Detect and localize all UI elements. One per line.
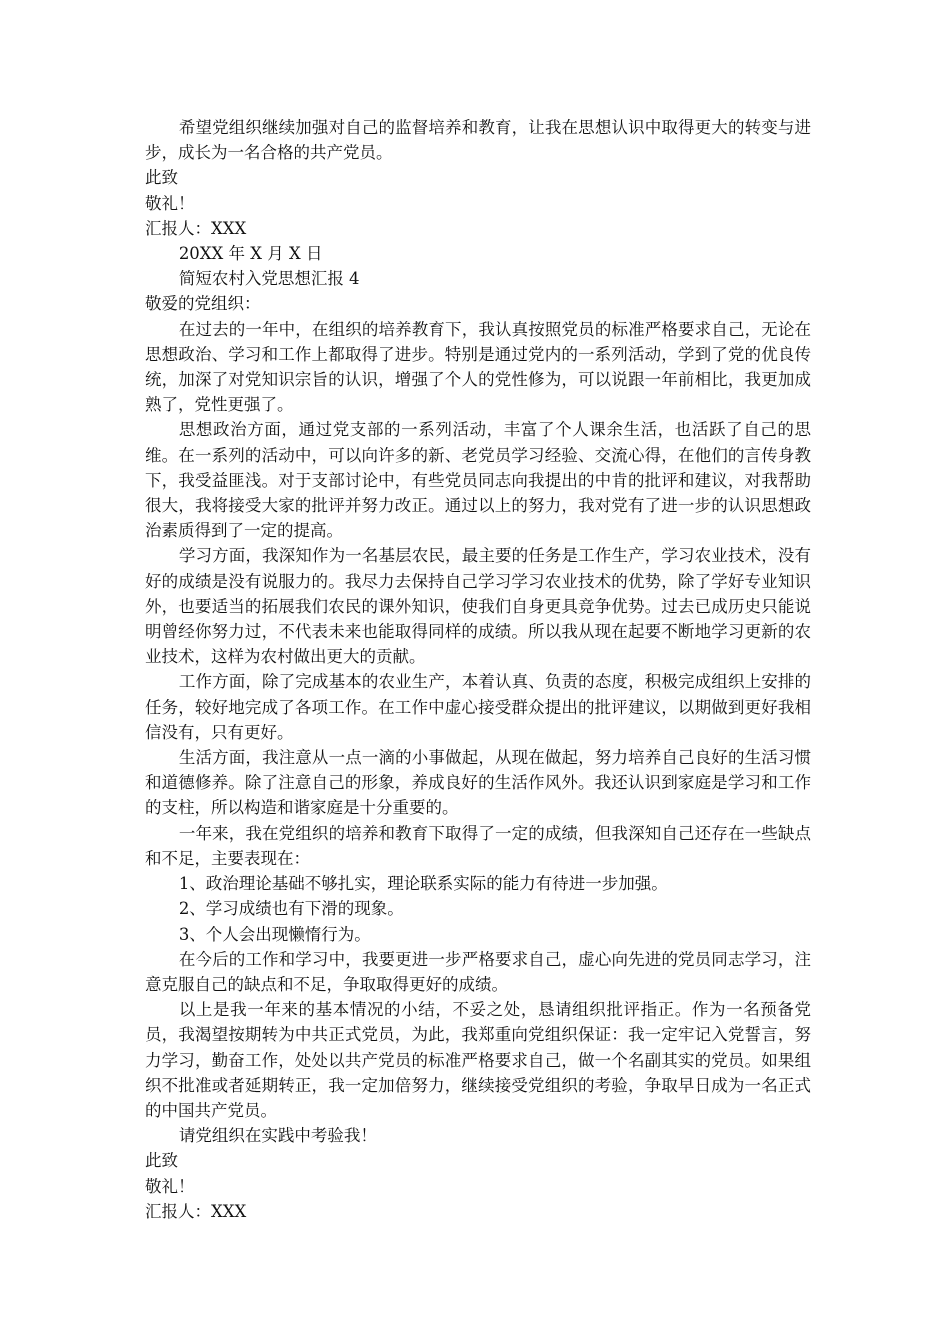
- salutation-2: 此致: [145, 1151, 178, 1171]
- reporter-2: 汇报人：XXX: [145, 1201, 247, 1221]
- paragraph: 在今后的工作和学习中，我要更进一步严格要求自己，虚心向先进的党员同志学习，注意克服自己的缺点和不足，争取取得更好的成绩。: [145, 949, 811, 994]
- paragraph-closing-hope: 希望党组织继续加强对自己的监督培养和教育，让我在思想认识中取得更大的转变与进步，成长为一名合格的共产党员。: [145, 118, 811, 163]
- greeting: 敬爱的党组织：: [145, 294, 261, 314]
- regards-1: 敬礼！: [145, 193, 195, 213]
- document-page: [145, 115, 811, 1224]
- paragraph: 思想政治方面，通过党支部的一系列活动，丰富了个人课余生活，也活跃了自己的思维。在一系列的活动中，可以向许多的新、老党员学习经验、交流心得，在他们的言传身教下，我受益匪浅。对于支部讨论中，有些党员同志向我提出的中肯的批评和建议，对我帮助很大，我将接受大家的批评并努力改正。通过以上的努力，我对党有了进一步的认识思想政治素质得到了一定的提高。: [145, 420, 811, 541]
- paragraph: 一年来，我在党组织的培养和教育下取得了一定的成绩，但我深知自己还存在一些缺点和不足，主要表现在：: [145, 823, 811, 868]
- paragraph: 以上是我一年来的基本情况的小结，不妥之处，恳请组织批评指正。作为一名预备党员，我渴望按期转为中共正式党员，为此，我郑重向党组织保证：我一定牢记入党誓言，努力学习，勤奋工作，处处以共产党员的标准严格要求自己，做一个名副其实的党员。如果组织不批准或者延期转正，我一定加倍努力，继续接受党组织的考验，争取早日成为一名正式的中国共产党员。: [145, 1000, 811, 1120]
- list-item: 2、学习成绩也有下滑的现象。: [178, 899, 404, 919]
- salutation-1: 此致: [145, 168, 178, 188]
- paragraph: 学习方面，我深知作为一名基层农民，最主要的任务是工作生产，学习农业技术，没有好的成绩是没有说服力的。我尽力去保持自己学习学习农业技术的优势，除了学好专业知识外，也要适当的拓展我们农民的课外知识，使我们自身更具竞争优势。过去已成历史只能说明曾经你努力过，不代表未来也能取得同样的成绩。所以我从现在起要不断地学习更新的农业技术，这样为农村做出更大的贡献。: [145, 546, 811, 667]
- paragraph: 工作方面，除了完成基本的农业生产，本着认真、负责的态度，积极完成组织上安排的任务，较好地完成了各项工作。在工作中虚心接受群众提出的批评建议，以期做到更好我相信没有，只有更好。: [145, 672, 811, 742]
- paragraph: 请党组织在实践中考验我！: [178, 1126, 377, 1146]
- paragraph: 生活方面，我注意从一点一滴的小事做起，从现在做起，努力培养自己良好的生活习惯和道德修养。除了注意自己的形象，养成良好的生活作风外。我还认识到家庭是学习和工作的支柱，所以构造和谐家庭是十分重要的。: [145, 748, 811, 818]
- list-item: 1、政治理论基础不够扎实，理论联系实际的能力有待进一步加强。: [178, 874, 668, 894]
- report-title: 简短农村入党思想汇报 4: [178, 269, 360, 289]
- regards-2: 敬礼！: [145, 1176, 195, 1196]
- paragraph: 在过去的一年中，在组织的培养教育下，我认真按照党员的标准严格要求自己，无论在思想政治、学习和工作上都取得了进步。特别是通过党内的一系列活动，学到了党的优良传统，加深了对党知识宗旨的认识，增强了个人的党性修为，可以说跟一年前相比，我更加成熟了，党性更强了。: [145, 319, 811, 415]
- reporter-1: 汇报人：XXX: [145, 218, 247, 238]
- list-item: 3、个人会出现懒惰行为。: [178, 924, 371, 944]
- report-date: 20XX 年 X 月 X 日: [178, 244, 323, 264]
